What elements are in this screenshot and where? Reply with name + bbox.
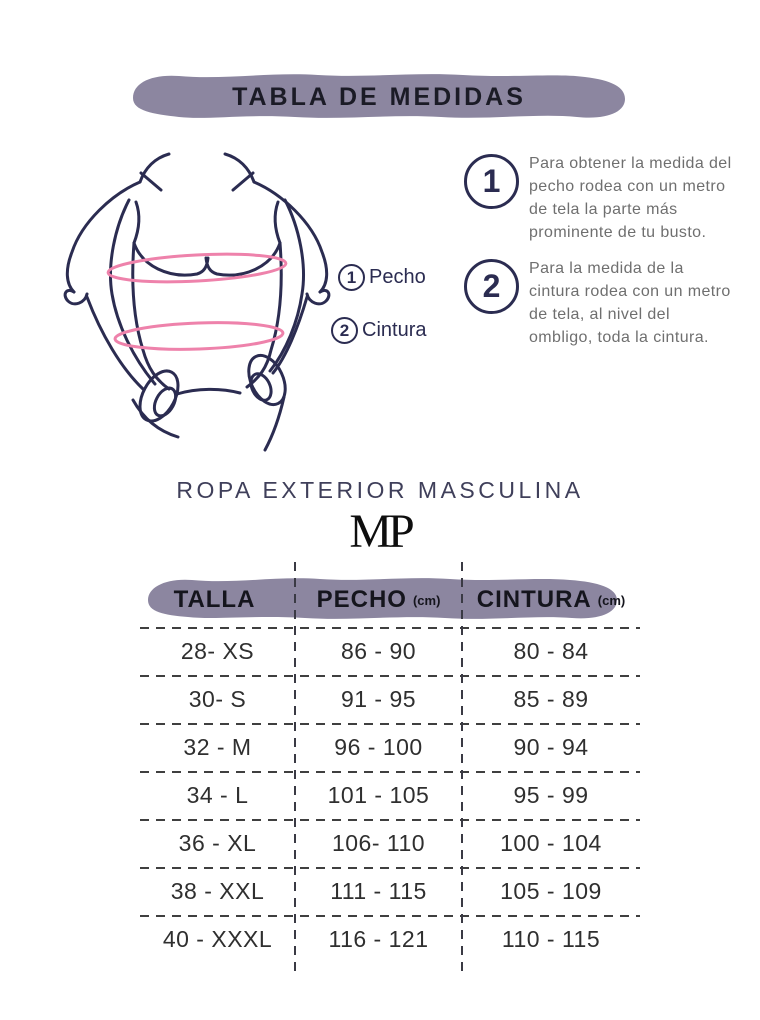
cell-cintura-xxl: 105 - 109 xyxy=(500,877,602,904)
cell-pecho-m: 96 - 100 xyxy=(334,733,423,760)
circled-number-2-icon: 2 xyxy=(331,317,358,344)
cell-talla-s: 30- S xyxy=(188,685,247,712)
collar-right-tick xyxy=(233,173,253,190)
cell-pecho-xxl: 111 - 115 xyxy=(330,877,427,904)
cell-talla-xs: 28- XS xyxy=(180,637,255,664)
cell-talla-xl: 36 - XL xyxy=(178,829,257,856)
instruction-1-text: Para obtener la medida del pecho rodea con un metro de tela la parte más prominente de tu busto. xyxy=(529,155,732,241)
diagram-label-pecho-text: Pecho xyxy=(369,266,426,288)
cell-cintura-l: 95 - 99 xyxy=(513,781,589,808)
table-row-divider xyxy=(140,675,640,677)
cell-pecho-xs: 86 - 90 xyxy=(340,637,417,664)
left-fist-inner-loop xyxy=(150,385,180,420)
cell-cintura-s: 85 - 89 xyxy=(513,685,589,712)
collar-left-tick xyxy=(141,173,161,190)
cell-talla-xxl: 38 - XXL xyxy=(170,877,265,904)
column-header-talla: TALLA xyxy=(173,586,256,613)
left-armpit xyxy=(134,202,139,243)
table-header-row xyxy=(140,573,640,627)
instruction-2-number-icon: 2 xyxy=(464,259,519,314)
diagram-label-cintura-text: Cintura xyxy=(362,319,427,341)
left-elbow-loop xyxy=(65,290,87,303)
cell-talla-m: 32 - M xyxy=(183,733,252,760)
cell-pecho-s: 91 - 95 xyxy=(340,685,417,712)
measuring-instructions xyxy=(464,152,750,362)
section-heading: ROPA EXTERIOR MASCULINA xyxy=(176,477,584,503)
table-row-divider xyxy=(140,771,640,773)
instruction-1 xyxy=(464,152,750,244)
diagram-label-pecho xyxy=(338,264,426,291)
right-arm-outer xyxy=(254,182,327,292)
size-table xyxy=(140,560,640,980)
diagram-label-cintura xyxy=(331,317,426,344)
table-row-divider xyxy=(140,723,640,725)
cell-talla-xxxl: 40 - XXXL xyxy=(162,925,273,952)
right-pec-line xyxy=(206,243,280,275)
left-arm-outer xyxy=(67,182,140,292)
cell-cintura-xxxl: 110 - 115 xyxy=(501,925,601,952)
circled-number-1-icon: 1 xyxy=(338,264,365,291)
right-armpit xyxy=(275,202,280,243)
pecho-unit-label: (cm) xyxy=(412,592,441,608)
belly-line xyxy=(177,389,240,394)
table-column-divider-1 xyxy=(294,562,296,972)
cell-cintura-m: 90 - 94 xyxy=(513,733,589,760)
instruction-2-text: Para la medida de la cintura rodea con un metro de tela, al nivel del ombligo, toda la cintura. xyxy=(529,260,731,346)
column-header-cintura: CINTURA (cm) xyxy=(476,586,626,613)
instruction-1-number-icon: 1 xyxy=(464,154,519,209)
cell-cintura-xs: 80 - 84 xyxy=(513,637,589,664)
table-row-divider xyxy=(140,627,640,629)
cell-talla-l: 34 - L xyxy=(186,781,249,808)
right-elbow-loop xyxy=(307,290,329,303)
table-column-divider-2 xyxy=(461,562,463,972)
torso-illustration xyxy=(57,142,357,460)
cell-pecho-xl: 106- 110 xyxy=(331,829,426,856)
table-body xyxy=(140,627,640,963)
cell-pecho-l: 101 - 105 xyxy=(327,781,430,808)
right-fist-inner-loop xyxy=(247,371,275,404)
page-title: TABLA DE MEDIDAS xyxy=(232,82,526,111)
table-row-divider xyxy=(140,867,640,869)
cell-pecho-xxxl: 116 - 121 xyxy=(328,925,429,952)
column-header-pecho: PECHO (cm) xyxy=(316,586,441,613)
cell-cintura-xl: 100 - 104 xyxy=(500,829,602,856)
instruction-2 xyxy=(464,257,750,349)
cintura-unit-label: (cm) xyxy=(597,592,626,608)
brand-logo: MP xyxy=(349,505,411,558)
title-banner xyxy=(123,68,635,126)
table-row-divider xyxy=(140,915,640,917)
table-row-divider xyxy=(140,819,640,821)
